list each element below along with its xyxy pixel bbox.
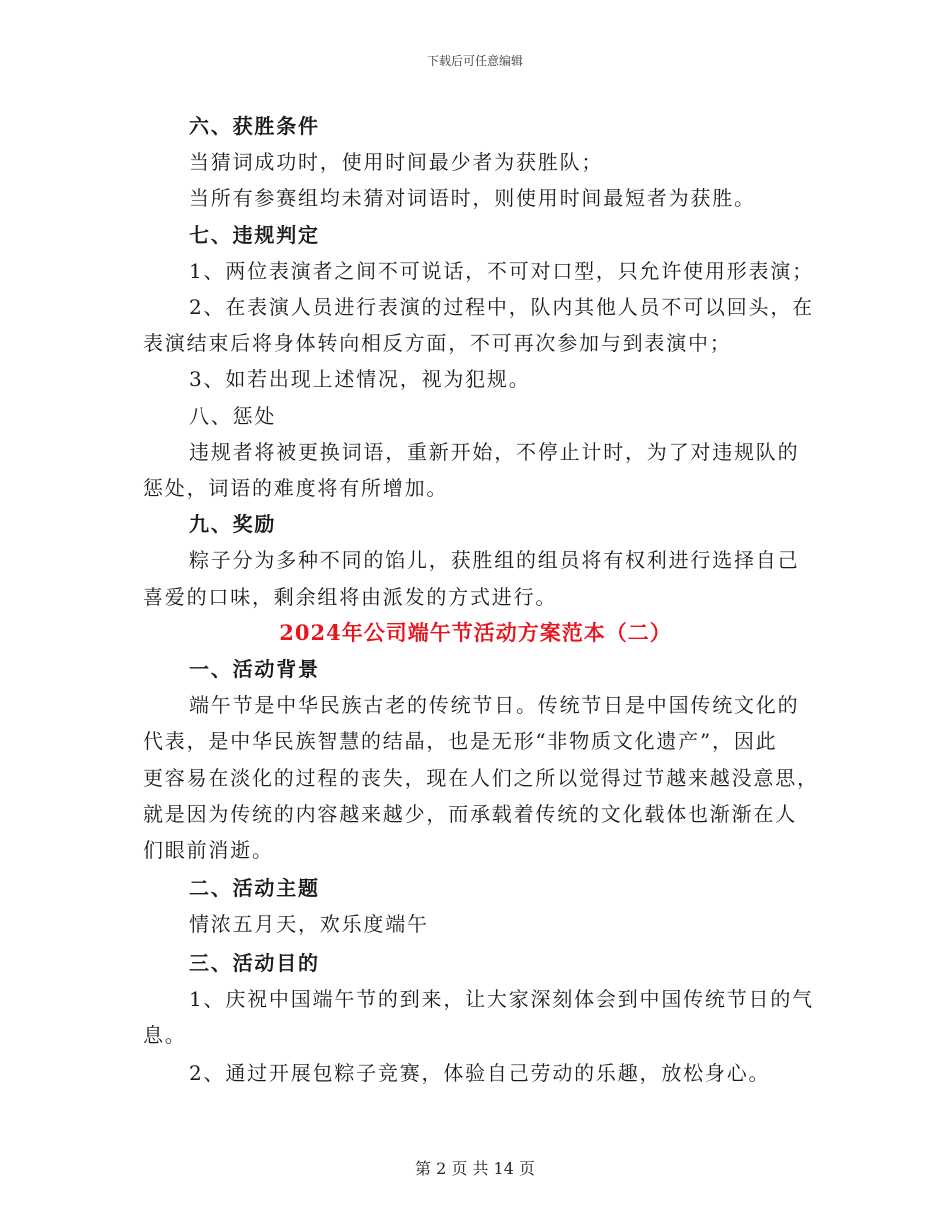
- section-heading: 二、活动主题: [189, 876, 320, 901]
- paragraph-line: 喜爱的口味，剩余组将由派发的方式进行。: [143, 584, 558, 609]
- section-heading: 一、活动背景: [189, 657, 320, 682]
- paragraph-line: 表演结束后将身体转向相反方面，不可再次参加与到表演中；: [143, 331, 732, 356]
- paragraph-line: 情浓五月天，欢乐度端午: [189, 912, 429, 937]
- paragraph-line: 端午节是中华民族古老的传统节日。传统节日是中国传统文化的: [189, 693, 800, 718]
- paragraph-line: 代表，是中华民族智慧的结晶，也是无形“非物质文化遗产”，因此: [143, 729, 778, 754]
- paragraph-line: 1、庆祝中国端午节的到来，让大家深刻体会到中国传统节日的气: [189, 986, 814, 1011]
- document-body: [143, 108, 819, 1091]
- paragraph-line: 就是因为传统的内容越来越少，而承载着传统的文化载体也渐渐在人: [143, 801, 797, 826]
- paragraph-line: 更容易在淡化的过程的丧失，现在人们之所以觉得过节越来越没意思，: [143, 765, 819, 790]
- paragraph-line: 惩处，词语的难度将有所增加。: [143, 476, 449, 501]
- document-title: 2024年公司端午节活动方案范本（二）: [279, 619, 672, 645]
- section-heading: 六、获胜条件: [189, 114, 320, 138]
- paragraph-line: 当所有参赛组均未猜对词语时，则使用时间最短者为获胜。: [189, 186, 756, 211]
- page-header: 下载后可任意编辑: [426, 54, 523, 68]
- section-heading: 八、惩处: [189, 403, 277, 428]
- paragraph-line: 息。: [143, 1023, 187, 1048]
- section-heading: 九、奖励: [189, 512, 277, 537]
- paragraph-line: 1、两位表演者之间不可说话，不可对口型，只允许使用形表演；: [189, 258, 814, 283]
- page-footer: 第 2 页 共 14 页: [415, 1159, 535, 1178]
- paragraph-line: 3、如若出现上述情况，视为犯规。: [189, 367, 531, 392]
- section-heading: 七、违规判定: [189, 222, 320, 247]
- paragraph-line: 当猜词成功时，使用时间最少者为获胜队；: [189, 150, 604, 175]
- paragraph-line: 粽子分为多种不同的馅儿，获胜组的组员将有权利进行选择自己: [189, 548, 800, 573]
- paragraph-line: 2、通过开展包粽子竞赛，体验自己劳动的乐趣，放松身心。: [189, 1061, 771, 1086]
- paragraph-line: 违规者将被更换词语，重新开始，不停止计时，为了对违规队的: [189, 439, 800, 464]
- paragraph-line: 们眼前消逝。: [143, 838, 274, 863]
- paragraph-line: 2、在表演人员进行表演的过程中，队内其他人员不可以回头，在: [189, 295, 814, 320]
- section-heading: 三、活动目的: [189, 950, 320, 975]
